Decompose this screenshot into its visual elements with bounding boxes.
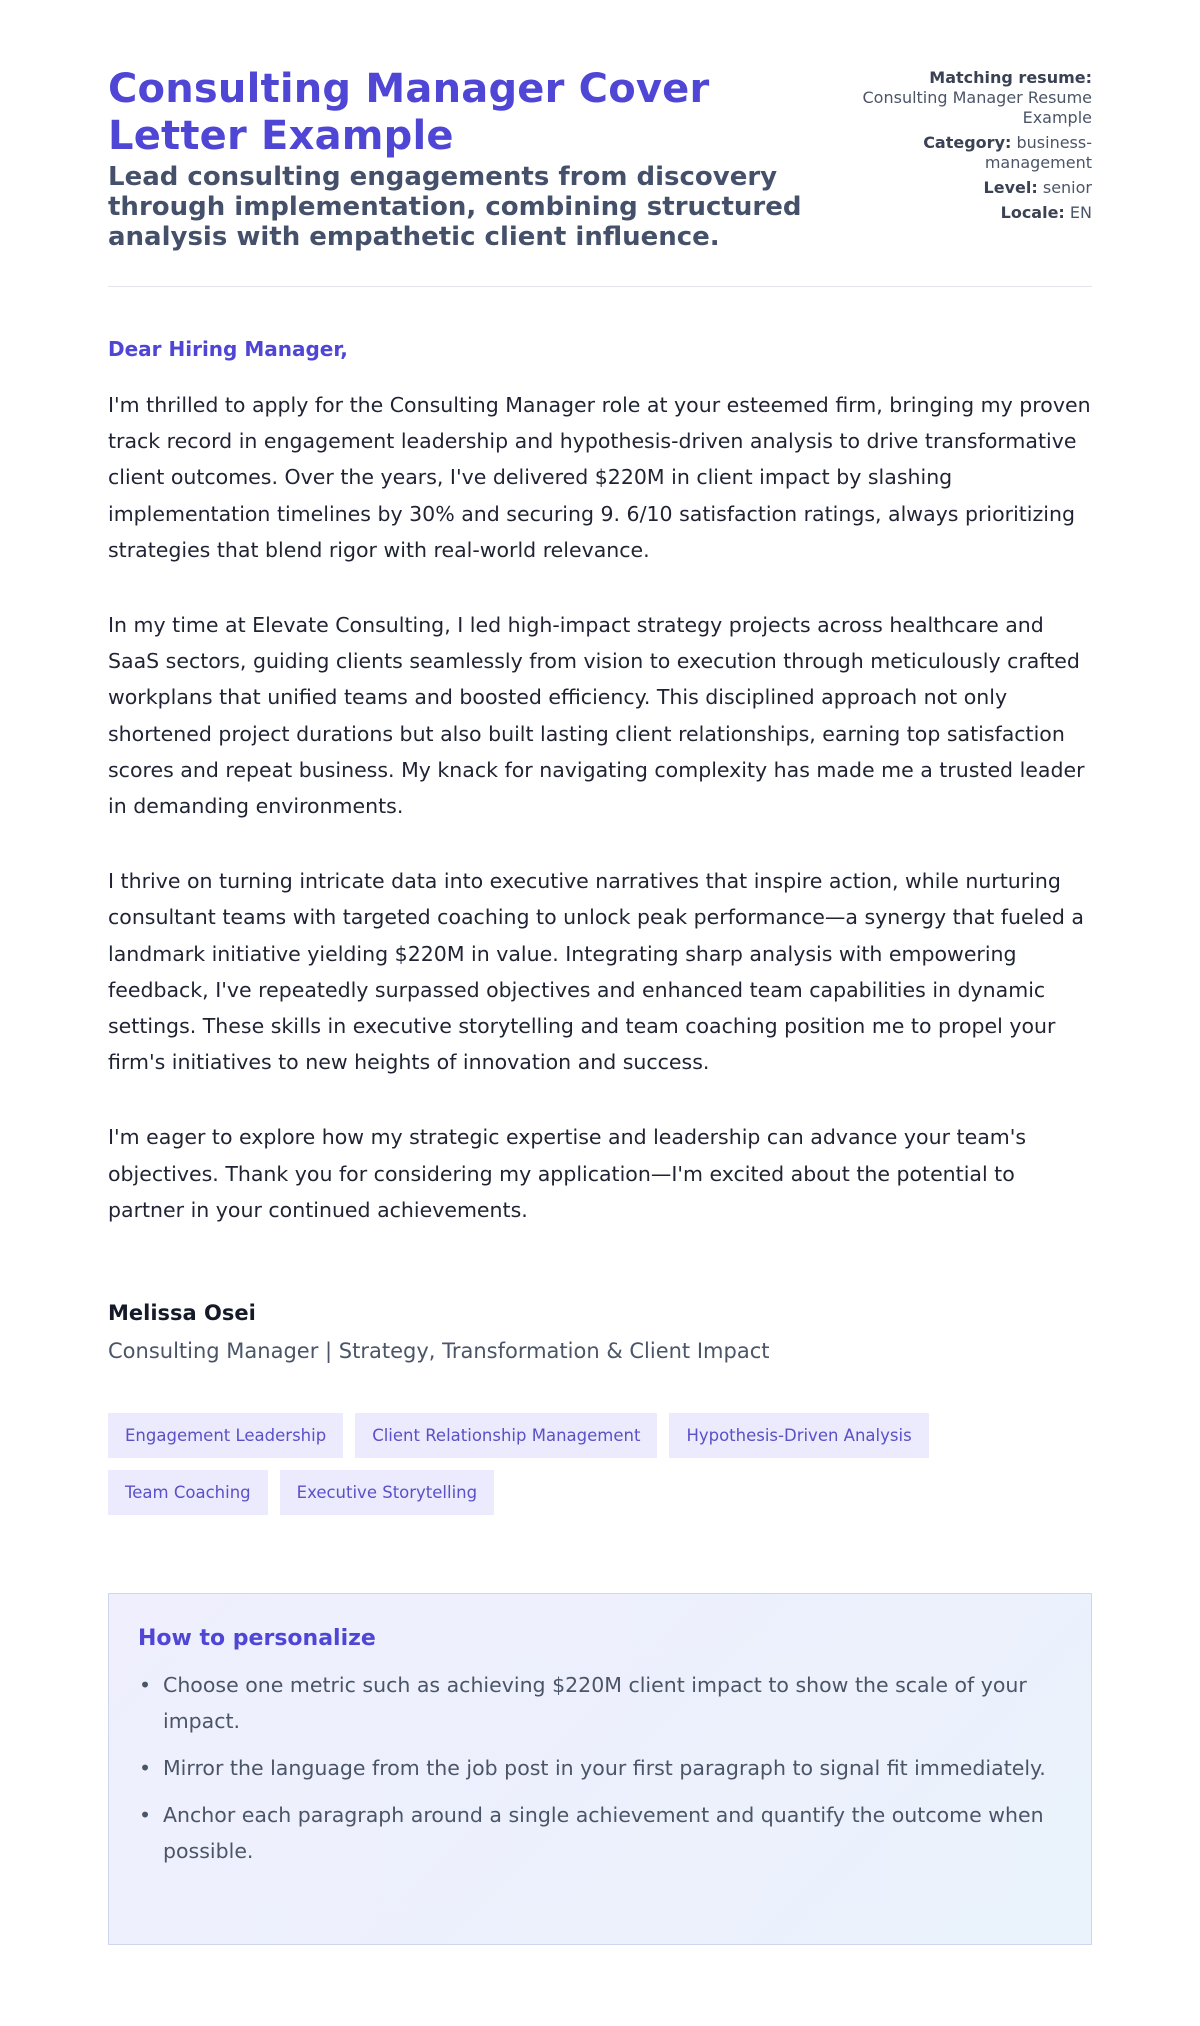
meta-matching-resume: [856, 68, 1092, 128]
meta-panel: [856, 68, 1092, 252]
meta-locale-value: EN: [1069, 203, 1092, 222]
skill-tag: Hypothesis-Driven Analysis: [669, 1413, 928, 1458]
skill-tag: Team Coaching: [108, 1470, 268, 1515]
signature-name: Melissa Osei: [108, 1301, 256, 1326]
tip-item: • Choose one metric such as achieving $220M client impact to show the scale of your impact.: [163, 1667, 1062, 1739]
meta-level-label: Level:: [983, 178, 1038, 197]
meta-category-label: Category:: [923, 133, 1012, 152]
header-divider: [108, 286, 1092, 287]
meta-level-value: senior: [1042, 178, 1092, 197]
tips-heading: How to personalize: [138, 1626, 376, 1652]
meta-matching-resume-value: Consulting Manager Resume Example: [862, 88, 1092, 127]
page-header: [108, 0, 1092, 252]
meta-matching-resume-label: Matching resume:: [929, 68, 1092, 87]
skill-tag: Engagement Leadership: [108, 1413, 343, 1458]
tip-item: • Anchor each paragraph around a single achievement and quantify the outcome when possible.: [163, 1797, 1062, 1869]
tip-item: • Mirror the language from the job post in your first paragraph to signal fit immediately.: [163, 1750, 1062, 1786]
signature-title: Consulting Manager | Strategy, Transformation & Client Impact: [108, 1339, 770, 1364]
skill-tag: Client Relationship Management: [355, 1413, 657, 1458]
salutation: Dear Hiring Manager,: [108, 337, 348, 361]
skill-tag: Executive Storytelling: [280, 1470, 494, 1515]
tips-list: [138, 1667, 1062, 1869]
title-block: [108, 66, 856, 252]
letter-paragraph-1: I'm thrilled to apply for the Consulting Manager role at your esteemed firm, bringing my proven track record in engagement leadership and hypothesis-driven analysis to drive transformative client outcomes. Over the years, I've delivered $220M in client impact by slashing implementation timelines by 30% and securing 9. 6/10 satisfaction ratings, always prioritizing strategies that blend rigor with real-world relevance.: [108, 393, 1091, 562]
letter-paragraph-4: I'm eager to explore how my strategic expertise and leadership can advance your team's objectives. Thank you for considering my application—I'm excited about the potential to partner in your continued achievements.: [108, 1125, 1027, 1222]
meta-locale: [856, 203, 1092, 223]
letter-paragraph-2: In my time at Elevate Consulting, I led high-impact strategy projects across healthcare and SaaS sectors, guiding clients seamlessly from vision to execution through meticulously crafted workplans that unified teams and boosted efficiency. This disciplined approach not only shortened project durations but also built lasting client relationships, earning top satisfaction scores and repeat business. My knack for navigating complexity has made me a trusted leader in demanding environments.: [108, 613, 1085, 819]
page-subtitle: Lead consulting engagements from discovery through implementation, combining structured analysis with empathetic client influence.: [108, 162, 802, 252]
page-title: Consulting Manager Cover Letter Example: [108, 66, 710, 159]
letter-paragraph-3: I thrive on turning intricate data into executive narratives that inspire action, while nurturing consultant teams with targeted coaching to unlock peak performance—a synergy that fueled a landmark initiative yielding $220M in value. Integrating sharp analysis with empowering feedback, I've repeatedly surpassed objectives and enhanced team capabilities in dynamic settings. These skills in executive storytelling and team coaching position me to propel your firm's initiatives to new heights of innovation and success.: [108, 869, 1084, 1075]
meta-level: [856, 178, 1092, 198]
meta-locale-label: Locale:: [1000, 203, 1065, 222]
personalize-tips-box: [108, 1593, 1092, 1945]
meta-category-value: business-management: [984, 133, 1092, 172]
skill-tags: [108, 1413, 1008, 1515]
meta-category: [856, 133, 1092, 173]
